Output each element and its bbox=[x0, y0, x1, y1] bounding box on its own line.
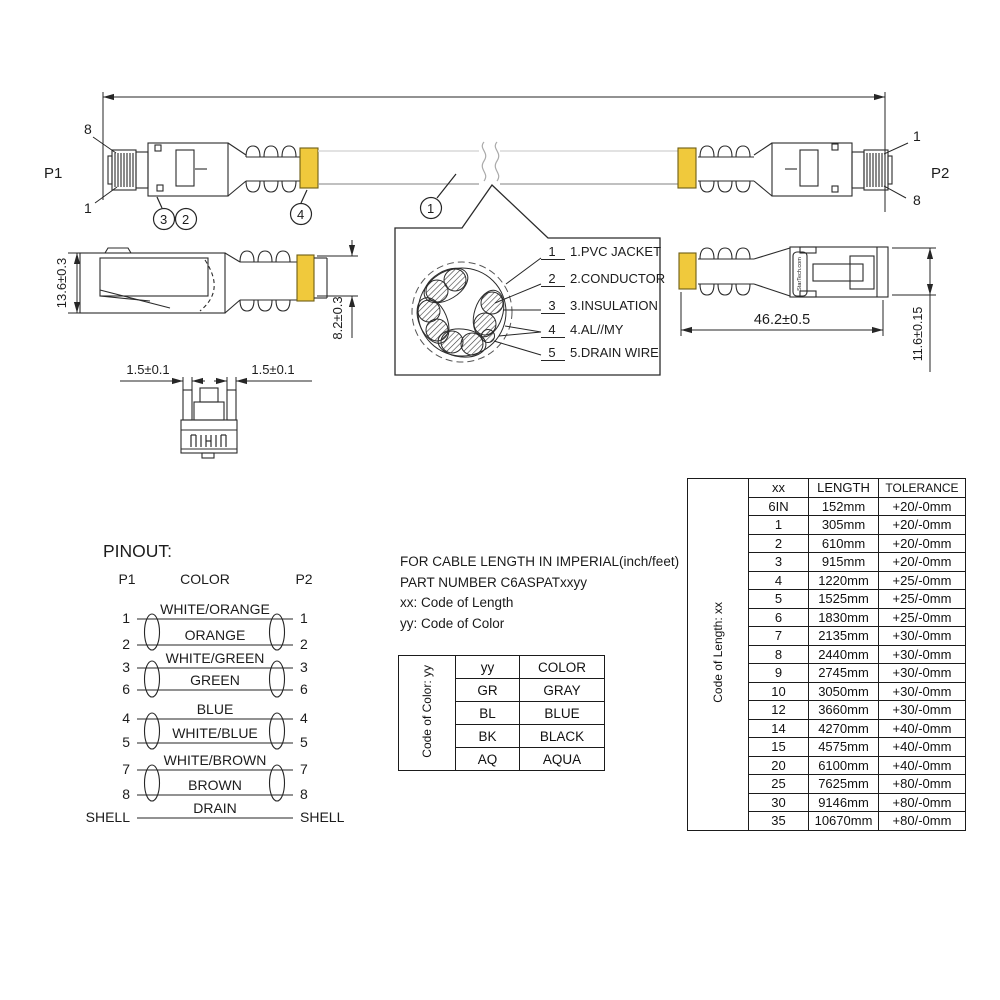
dim-plug-length: 46.2±0.5 bbox=[753, 312, 811, 328]
note-color-code: yy: Code of Color bbox=[400, 615, 505, 631]
legend-num-4: 4 bbox=[548, 322, 556, 337]
length-tolerance: +40/-0mm bbox=[879, 756, 966, 775]
length-value: 1830mm bbox=[809, 608, 879, 627]
pinout-left-pin: 2 bbox=[122, 636, 130, 652]
length-code: 4 bbox=[749, 571, 809, 590]
length-tolerance: +25/-0mm bbox=[879, 608, 966, 627]
legend-num-3: 3 bbox=[548, 298, 556, 313]
color-code: BL bbox=[456, 702, 520, 725]
length-tolerance: +30/-0mm bbox=[879, 682, 966, 701]
length-code: 12 bbox=[749, 701, 809, 720]
length-code: 20 bbox=[749, 756, 809, 775]
length-value: 7625mm bbox=[809, 775, 879, 794]
p2-yellow-band bbox=[678, 148, 696, 188]
length-tolerance: +30/-0mm bbox=[879, 664, 966, 683]
length-value: 1525mm bbox=[809, 590, 879, 609]
dim-latch-right: 1.5±0.1 bbox=[251, 362, 295, 377]
plug-side-view bbox=[80, 248, 327, 313]
length-code: 6 bbox=[749, 608, 809, 627]
p2-pin1-label: 1 bbox=[913, 128, 921, 144]
cable-run bbox=[318, 142, 678, 184]
length-value: 1220mm bbox=[809, 571, 879, 590]
pinout-row-color: GREEN bbox=[190, 672, 240, 688]
length-table-header-length: LENGTH bbox=[809, 479, 879, 498]
color-name: BLUE bbox=[520, 702, 605, 725]
length-tolerance: +80/-0mm bbox=[879, 812, 966, 831]
length-value: 9146mm bbox=[809, 793, 879, 812]
length-code: 9 bbox=[749, 664, 809, 683]
pinout-row-color: BLUE bbox=[196, 701, 234, 717]
callout-3-number: 3 bbox=[160, 212, 168, 227]
length-value: 152mm bbox=[809, 497, 879, 516]
color-code: AQ bbox=[456, 748, 520, 771]
length-tolerance: +30/-0mm bbox=[879, 701, 966, 720]
length-code: 10 bbox=[749, 682, 809, 701]
pinout-row-color: WHITE/BROWN bbox=[163, 752, 267, 768]
p1-pin1-label: 1 bbox=[84, 200, 92, 216]
pinout-header-p2: P2 bbox=[295, 571, 313, 587]
note-imperial: FOR CABLE LENGTH IN IMPERIAL(inch/feet) bbox=[400, 554, 680, 569]
length-tolerance: +30/-0mm bbox=[879, 627, 966, 646]
length-value: 2440mm bbox=[809, 645, 879, 664]
length-code: 3 bbox=[749, 553, 809, 572]
length-code: 6IN bbox=[749, 497, 809, 516]
pinout-left-pin: 5 bbox=[122, 734, 130, 750]
legend-num-1: 1 bbox=[548, 244, 556, 259]
p1-yellow-band bbox=[300, 148, 318, 188]
length-table-header-tolerance: TOLERANCE bbox=[879, 479, 966, 498]
length-value: 2745mm bbox=[809, 664, 879, 683]
dim-plug-height: 13.6±0.3 bbox=[54, 257, 69, 309]
length-code: 1 bbox=[749, 516, 809, 535]
length-tolerance: +40/-0mm bbox=[879, 719, 966, 738]
length-value: 10670mm bbox=[809, 812, 879, 831]
legend-label-conductor: 2.CONDUCTOR bbox=[570, 271, 666, 286]
length-code: 14 bbox=[749, 719, 809, 738]
pinout-left-pin: 7 bbox=[122, 761, 130, 777]
pinout-right-pin: 3 bbox=[300, 659, 308, 675]
pinout-diagram bbox=[86, 541, 345, 825]
length-tolerance: +25/-0mm bbox=[879, 571, 966, 590]
part-number-notes bbox=[400, 552, 679, 634]
pinout-header-color: COLOR bbox=[180, 571, 230, 587]
length-tolerance: +20/-0mm bbox=[879, 534, 966, 553]
length-value: 2135mm bbox=[809, 627, 879, 646]
pinout-right-pin: SHELL bbox=[300, 809, 345, 825]
pinout-header-p1: P1 bbox=[118, 571, 136, 587]
p2-pin8-label: 8 bbox=[913, 192, 921, 208]
pinout-left-pin: 4 bbox=[122, 710, 130, 726]
length-value: 610mm bbox=[809, 534, 879, 553]
pinout-row-color: DRAIN bbox=[193, 800, 237, 816]
length-code: 5 bbox=[749, 590, 809, 609]
length-tolerance: +20/-0mm bbox=[879, 553, 966, 572]
color-name: AQUA bbox=[520, 748, 605, 771]
length-value: 3050mm bbox=[809, 682, 879, 701]
length-tolerance: +25/-0mm bbox=[879, 590, 966, 609]
color-code: BK bbox=[456, 725, 520, 748]
length-tolerance: +20/-0mm bbox=[879, 516, 966, 535]
pinout-right-pin: 7 bbox=[300, 761, 308, 777]
dim-latch-left: 1.5±0.1 bbox=[126, 362, 170, 377]
pinout-right-pin: 6 bbox=[300, 681, 308, 697]
plug-front-view bbox=[181, 388, 237, 458]
dim-boot-od: 8.2±0.3 bbox=[330, 296, 345, 340]
pinout-right-pin: 8 bbox=[300, 786, 308, 802]
callout-4-number: 4 bbox=[297, 207, 305, 222]
connector-stamp-marks bbox=[191, 435, 226, 447]
pinout-row-color: BROWN bbox=[188, 777, 242, 793]
length-code: 15 bbox=[749, 738, 809, 757]
color-table-header-yy: yy bbox=[456, 656, 520, 679]
length-tolerance: +40/-0mm bbox=[879, 738, 966, 757]
legend-label-insulation: 3.INSULATION bbox=[570, 298, 658, 313]
length-value: 3660mm bbox=[809, 701, 879, 720]
callout-1-number: 1 bbox=[427, 201, 435, 216]
length-tolerance: +80/-0mm bbox=[879, 793, 966, 812]
length-tolerance: +80/-0mm bbox=[879, 775, 966, 794]
length-value: 4270mm bbox=[809, 719, 879, 738]
pinout-row-color: WHITE/GREEN bbox=[165, 650, 265, 666]
length-code: 8 bbox=[749, 645, 809, 664]
dim-plug-width: 11.6±0.15 bbox=[911, 306, 925, 362]
plug-top-view bbox=[679, 247, 888, 297]
legend-label-almy: 4.AL//MY bbox=[570, 322, 624, 337]
pinout-right-pin: 1 bbox=[300, 610, 308, 626]
pinout-left-pin: 6 bbox=[122, 681, 130, 697]
p1-label: P1 bbox=[44, 165, 63, 182]
pinout-left-pin: 1 bbox=[122, 610, 130, 626]
length-code: 25 bbox=[749, 775, 809, 794]
color-name: GRAY bbox=[520, 679, 605, 702]
length-tolerance: +20/-0mm bbox=[879, 497, 966, 516]
side-view-yellow-band bbox=[297, 255, 314, 301]
length-value: 305mm bbox=[809, 516, 879, 535]
pinout-row-color: WHITE/BLUE bbox=[172, 725, 258, 741]
pinout-right-pin: 4 bbox=[300, 710, 308, 726]
legend-num-2: 2 bbox=[548, 271, 556, 286]
length-table-side-label: Code of Length: xx bbox=[688, 479, 749, 831]
color-name: BLACK bbox=[520, 725, 605, 748]
length-table-header-xx: xx bbox=[749, 479, 809, 498]
cable-length-dimension bbox=[103, 92, 885, 212]
length-value: 6100mm bbox=[809, 756, 879, 775]
note-part-number: PART NUMBER C6ASPATxxyy bbox=[400, 574, 588, 590]
pinout-right-pin: 2 bbox=[300, 636, 308, 652]
pinout-title: PINOUT: bbox=[103, 541, 173, 561]
length-code-table bbox=[687, 478, 966, 831]
color-table-header-color: COLOR bbox=[520, 656, 605, 679]
length-code: 2 bbox=[749, 534, 809, 553]
cable-cross-section bbox=[411, 261, 512, 362]
pinout-right-pin: 5 bbox=[300, 734, 308, 750]
length-value: 915mm bbox=[809, 553, 879, 572]
cross-section-legend bbox=[494, 244, 665, 361]
length-tolerance: +30/-0mm bbox=[879, 645, 966, 664]
drain-wire-section bbox=[482, 330, 495, 343]
note-length-code: xx: Code of Length bbox=[400, 595, 514, 610]
callout-2-number: 2 bbox=[182, 212, 190, 227]
p2-connector-drawing bbox=[678, 143, 892, 196]
length-code: 35 bbox=[749, 812, 809, 831]
pinout-row-color: ORANGE bbox=[184, 627, 246, 643]
p1-connector-drawing bbox=[108, 143, 318, 196]
pinout-left-pin: SHELL bbox=[85, 809, 130, 825]
pinout-row-color: WHITE/ORANGE bbox=[160, 601, 270, 617]
top-view-yellow-band bbox=[679, 253, 696, 289]
length-code: 30 bbox=[749, 793, 809, 812]
legend-num-5: 5 bbox=[548, 345, 556, 360]
p1-pin8-label: 8 bbox=[84, 121, 92, 137]
color-code-table bbox=[398, 655, 605, 771]
legend-label-drain-wire: 5.DRAIN WIRE bbox=[570, 345, 659, 360]
top-view-dimensions bbox=[681, 248, 936, 372]
color-code: GR bbox=[456, 679, 520, 702]
legend-label-pvc-jacket: 1.PVC JACKET bbox=[570, 244, 662, 259]
length-value: 4575mm bbox=[809, 738, 879, 757]
color-table-side-label: Code of Color: yy bbox=[399, 656, 456, 771]
pinout-left-pin: 3 bbox=[122, 659, 130, 675]
length-code: 7 bbox=[749, 627, 809, 646]
pinout-left-pin: 8 bbox=[122, 786, 130, 802]
brand-label: StarTech.com bbox=[797, 257, 803, 291]
p2-label: P2 bbox=[931, 165, 950, 182]
